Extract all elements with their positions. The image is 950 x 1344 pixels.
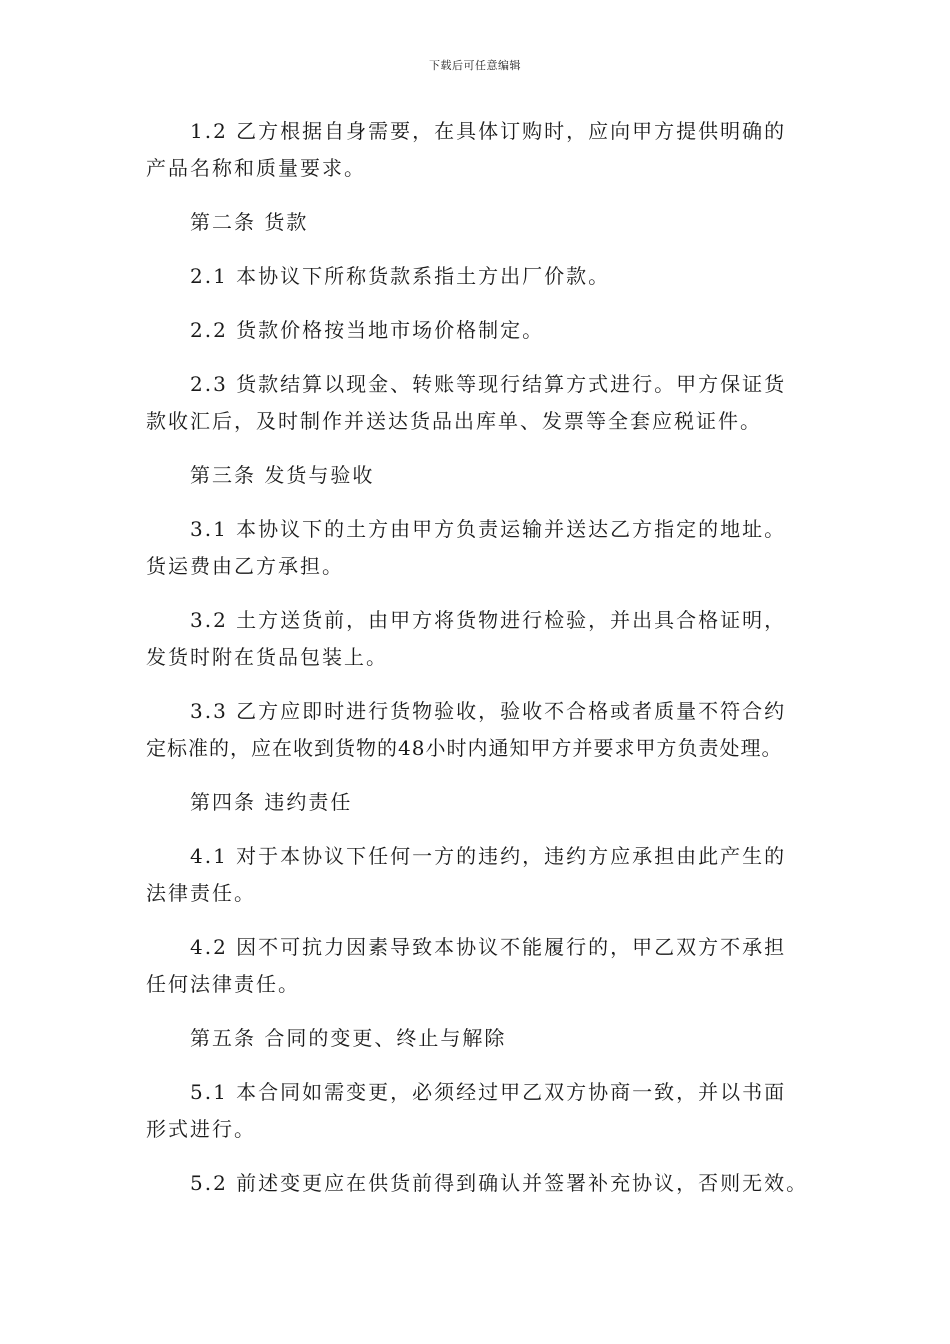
clause-4-2: [146, 929, 806, 1003]
clause-1-2: [146, 113, 806, 187]
clause-line: 产品名称和质量要求。: [146, 156, 366, 180]
clause-line: 法律责任。: [146, 881, 256, 905]
clause-line: 5.1 本合同如需变更，必须经过甲乙双方协商一致，并以书面: [190, 1080, 787, 1104]
article-4-heading: 第四条 违约责任: [190, 790, 353, 814]
clause-line: 1.2 乙方根据自身需要，在具体订购时，应向甲方提供明确的: [190, 119, 787, 143]
clause-line: 3.2 土方送货前，由甲方将货物进行检验，并出具合格证明，: [190, 608, 787, 632]
clause-5-1: [146, 1074, 806, 1148]
document-body: [146, 113, 809, 1219]
clause-line: 形式进行。: [146, 1117, 256, 1141]
clause-4-1: [146, 838, 806, 912]
clause-line: 5.2 前述变更应在供货前得到确认并签署补充协议，否则无效。: [190, 1171, 809, 1195]
article-3-heading: 第三条 发货与验收: [190, 463, 375, 487]
clause-3-3: [146, 693, 806, 767]
clause-line: 3.3 乙方应即时进行货物验收，验收不合格或者质量不符合约: [190, 699, 787, 723]
article-5-heading: 第五条 合同的变更、终止与解除: [190, 1026, 507, 1050]
clause-2-1: [146, 258, 806, 295]
clause-line: 货运费由乙方承担。: [146, 554, 344, 578]
clause-line: 发货时附在货品包装上。: [146, 645, 388, 669]
clause-2-3: [146, 366, 806, 440]
clause-5-2: [146, 1165, 809, 1202]
clause-line: 定标准的，应在收到货物的48小时内通知甲方并要求甲方负责处理。: [146, 736, 783, 760]
clause-line: 2.3 货款结算以现金、转账等现行结算方式进行。甲方保证货: [190, 372, 787, 396]
clause-3-2: [146, 602, 806, 676]
clause-line: 任何法律责任。: [146, 972, 300, 996]
clause-line: 4.1 对于本协议下任何一方的违约，违约方应承担由此产生的: [190, 844, 787, 868]
clause-3-1: [146, 511, 806, 585]
clause-line: 2.2 货款价格按当地市场价格制定。: [190, 318, 545, 342]
article-2-heading: 第二条 货款: [190, 210, 309, 234]
clause-line: 2.1 本协议下所称货款系指土方出厂价款。: [190, 264, 611, 288]
clause-line: 3.1 本协议下的土方由甲方负责运输并送达乙方指定的地址。: [190, 517, 787, 541]
clause-2-2: [146, 312, 806, 349]
clause-line: 4.2 因不可抗力因素导致本协议不能履行的，甲乙双方不承担: [190, 935, 787, 959]
clause-line: 款收汇后，及时制作并送达货品出库单、发票等全套应税证件。: [146, 409, 762, 433]
page-header: 下载后可任意编辑: [429, 59, 521, 72]
